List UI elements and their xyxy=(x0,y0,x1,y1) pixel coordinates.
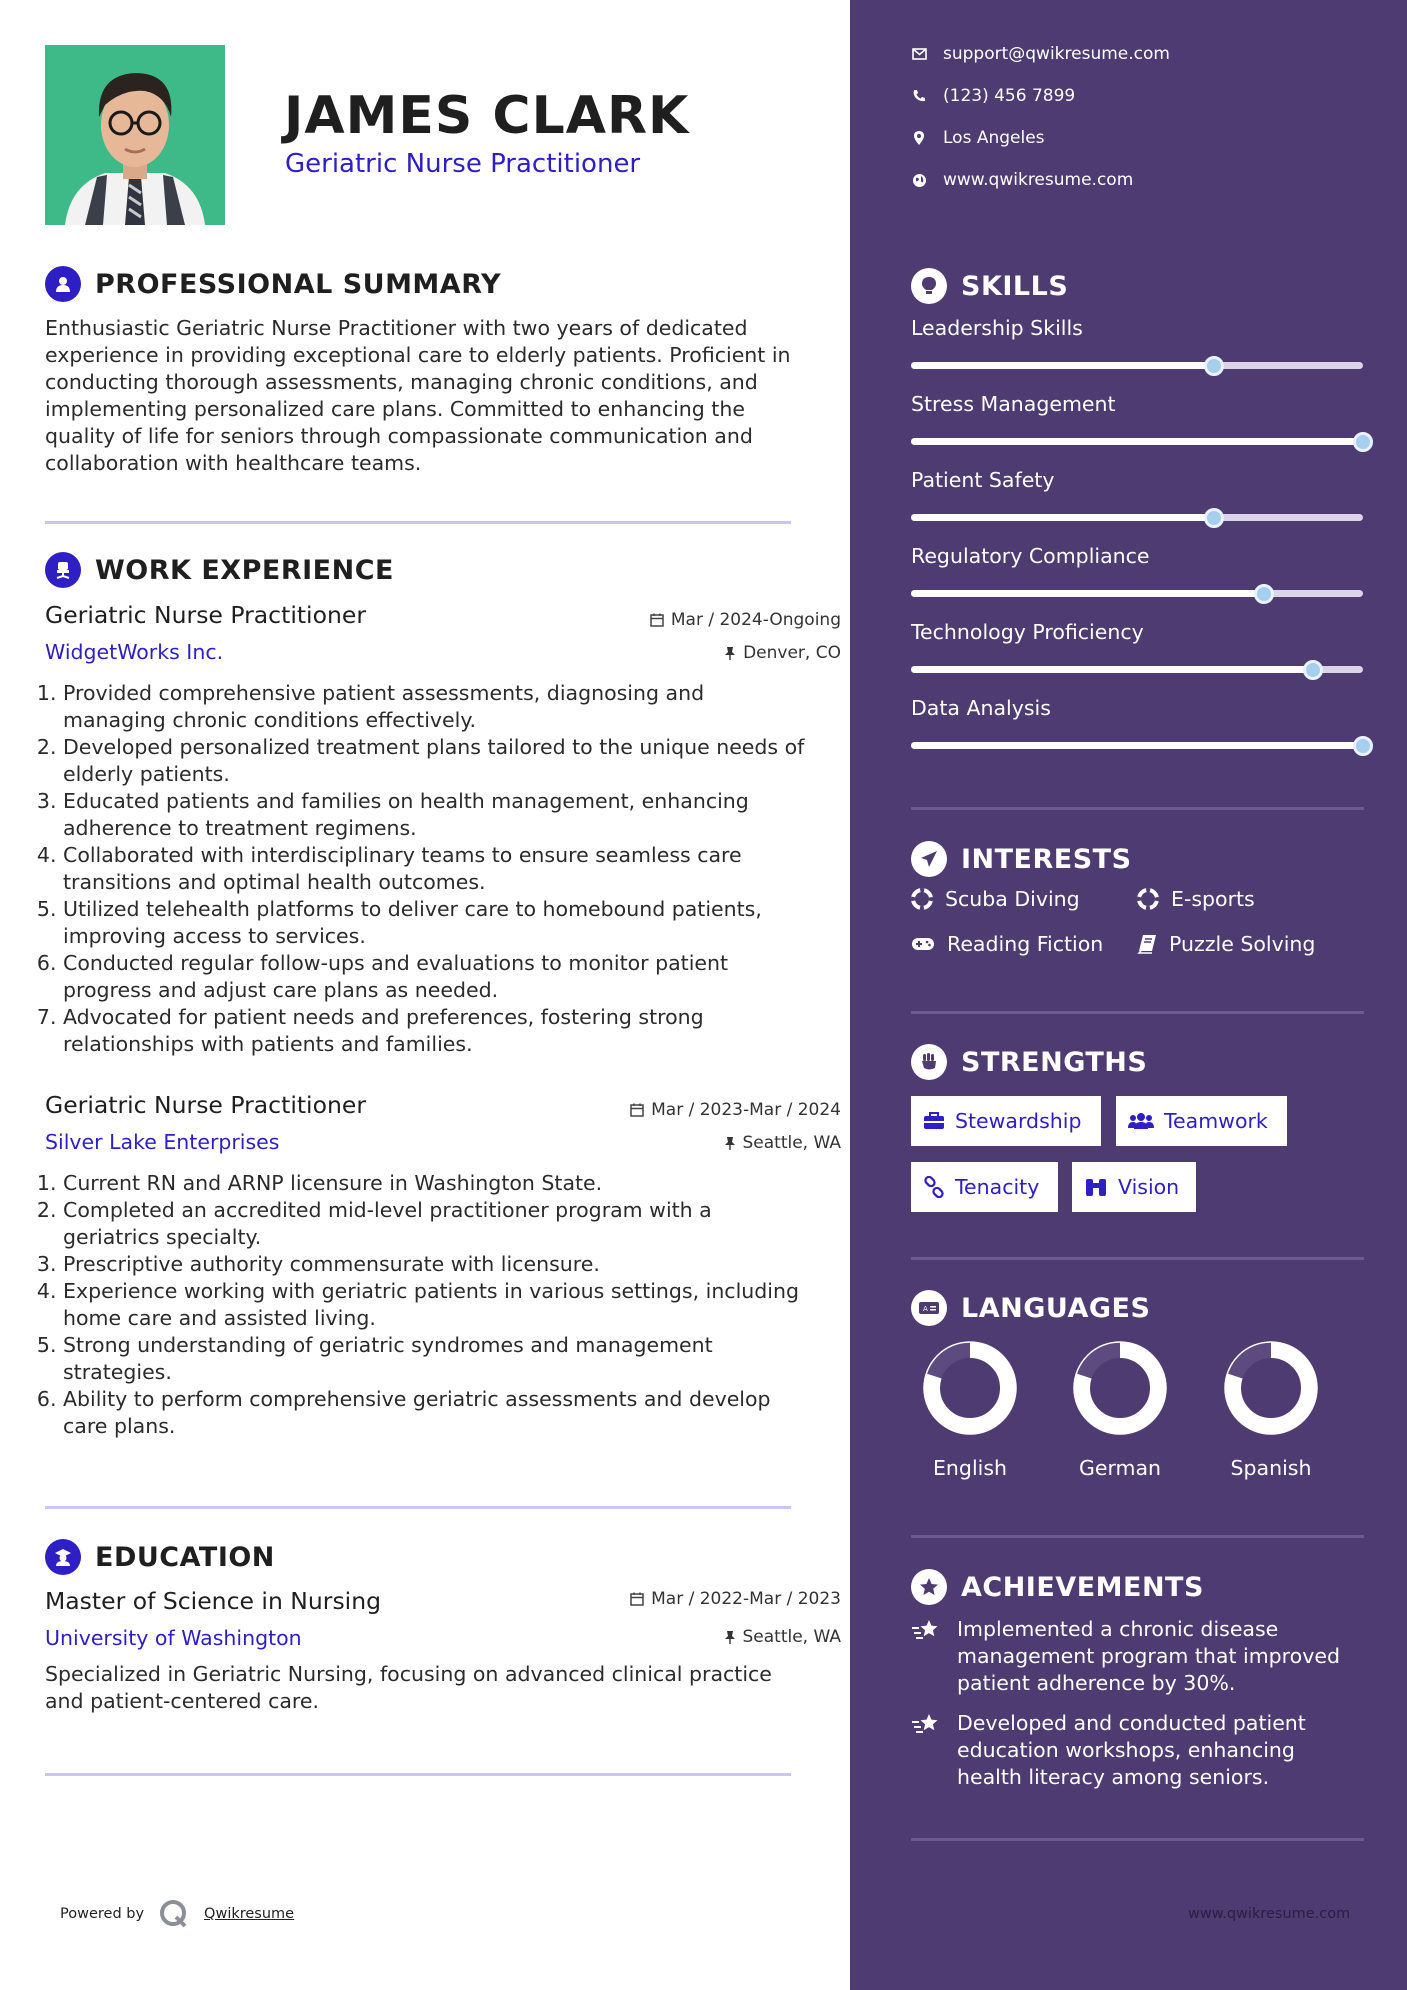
education-heading xyxy=(45,1539,275,1575)
job-location-text: Denver, CO xyxy=(743,643,841,663)
job-date-text: Mar / 2023-Mar / 2024 xyxy=(651,1100,841,1120)
strengths-title: STRENGTHS xyxy=(961,1046,1148,1078)
strength-chip xyxy=(1072,1162,1196,1212)
education-text: Specialized in Geriatric Nursing, focusing on advanced clinical practice and patient-centered care. xyxy=(45,1662,772,1713)
interest-label: E-sports xyxy=(1171,887,1255,911)
interest-label: Scuba Diving xyxy=(945,887,1080,911)
job-date-text: Mar / 2024-Ongoing xyxy=(670,610,841,630)
list-item: 3. Prescriptive authority commensurate with licensure. xyxy=(63,1251,813,1278)
list-item: 3. Educated patients and families on health management, enhancing adherence to treatment regimens. xyxy=(63,788,813,842)
skill-bar xyxy=(911,514,1363,521)
map-pin-icon xyxy=(911,130,927,146)
strength-label: Stewardship xyxy=(955,1109,1082,1133)
degree-title: Master of Science in Nursing xyxy=(45,1587,382,1615)
strength-label: Teamwork xyxy=(1164,1109,1268,1133)
svg-text:A: A xyxy=(923,1305,928,1313)
skills-title: SKILLS xyxy=(961,270,1069,302)
language-label: German xyxy=(1078,1456,1162,1480)
section-divider xyxy=(45,1506,791,1509)
achievements-heading xyxy=(911,1569,1204,1605)
skill-label: Patient Safety xyxy=(911,468,1055,492)
calendar-icon xyxy=(650,613,664,627)
language-donut xyxy=(1072,1340,1168,1436)
contact-website[interactable] xyxy=(911,170,1133,190)
contact-email[interactable] xyxy=(911,44,1170,64)
language-donut xyxy=(1223,1340,1319,1436)
strength-chip xyxy=(911,1096,1101,1146)
section-divider xyxy=(911,1257,1364,1260)
work-title: WORK EXPERIENCE xyxy=(95,554,394,586)
work-heading xyxy=(45,552,394,588)
contact-email-text: support@qwikresume.com xyxy=(943,44,1170,64)
achievements-title: ACHIEVEMENTS xyxy=(961,1571,1204,1603)
list-item: 6. Ability to perform comprehensive geriatric assessments and develop care plans. xyxy=(63,1386,813,1440)
list-item: 7. Advocated for patient needs and preferences, fostering strong relationships with patients and families. xyxy=(63,1004,813,1058)
interest-item xyxy=(911,887,1080,911)
contact-location xyxy=(911,128,1045,148)
globe-icon xyxy=(911,172,927,188)
powered-by xyxy=(60,1898,294,1930)
binoculars-icon xyxy=(1084,1177,1108,1197)
candidate-role: Geriatric Nurse Practitioner xyxy=(285,149,641,179)
section-divider xyxy=(911,807,1364,810)
job-duties-list xyxy=(45,680,813,1058)
education-location-text: Seattle, WA xyxy=(742,1627,841,1647)
skill-level-knob xyxy=(1353,432,1373,452)
skills-heading xyxy=(911,268,1068,304)
calendar-icon xyxy=(630,1592,644,1606)
phone-icon xyxy=(911,88,927,104)
education-date-text: Mar / 2022-Mar / 2023 xyxy=(651,1589,841,1609)
fist-icon xyxy=(911,1044,947,1080)
achievement-item xyxy=(911,1710,1361,1791)
job-title: Geriatric Nurse Practitioner xyxy=(45,1091,366,1119)
strength-chip xyxy=(911,1162,1058,1212)
language-donut xyxy=(922,1340,1018,1436)
achievement-item xyxy=(911,1616,1361,1697)
skill-bar xyxy=(911,742,1363,749)
skill-level-knob xyxy=(1204,508,1224,528)
skill-label: Technology Proficiency xyxy=(911,620,1144,644)
language-label: Spanish xyxy=(1230,1456,1312,1480)
strength-label: Tenacity xyxy=(955,1175,1040,1199)
section-divider xyxy=(45,521,791,524)
pushpin-icon xyxy=(724,1136,736,1151)
job-location xyxy=(724,643,841,663)
section-divider xyxy=(911,1011,1364,1014)
list-item: 5. Utilized telehealth platforms to deliver care to homebound patients, improving access to services. xyxy=(63,896,813,950)
section-divider xyxy=(911,1535,1364,1538)
interest-label: Puzzle Solving xyxy=(1169,932,1316,956)
language-item xyxy=(910,1340,1030,1480)
language-item xyxy=(1060,1340,1180,1480)
shooting-star-icon xyxy=(911,1616,943,1697)
summary-heading xyxy=(45,266,501,302)
office-chair-icon xyxy=(45,552,81,588)
language-label: English xyxy=(932,1456,1008,1480)
job-title: Geriatric Nurse Practitioner xyxy=(45,601,366,629)
list-item: 1. Provided comprehensive patient assessments, diagnosing and managing chronic conditions effectively. xyxy=(63,680,813,734)
powered-by-label: Powered by xyxy=(60,1906,145,1922)
skill-bar-fill xyxy=(911,514,1214,521)
list-item: 4. Collaborated with interdisciplinary teams to ensure seamless care transitions and optimal health outcomes. xyxy=(63,842,813,896)
interest-item xyxy=(1137,887,1255,911)
interest-item xyxy=(1137,932,1315,956)
pushpin-icon xyxy=(724,1630,736,1645)
company-name: Silver Lake Enterprises xyxy=(45,1130,280,1154)
contact-website-text: www.qwikresume.com xyxy=(943,170,1134,190)
skill-label: Regulatory Compliance xyxy=(911,544,1150,568)
language-icon xyxy=(911,1290,947,1326)
calendar-icon xyxy=(630,1103,644,1117)
education-date xyxy=(630,1589,841,1609)
skill-bar xyxy=(911,590,1363,597)
language-item xyxy=(1211,1340,1331,1480)
interest-item xyxy=(911,932,1103,956)
list-item: 4. Experience working with geriatric patients in various settings, including home care and assisted living. xyxy=(63,1278,813,1332)
list-item: 1. Current RN and ARNP licensure in Washington State. xyxy=(63,1170,813,1197)
job-location-text: Seattle, WA xyxy=(742,1133,841,1153)
star-badge-icon xyxy=(911,1569,947,1605)
skill-label: Stress Management xyxy=(911,392,1116,416)
envelope-icon xyxy=(911,46,927,62)
profile-photo xyxy=(45,45,225,225)
qwikresume-logo-icon xyxy=(158,1898,190,1930)
skill-bar-fill xyxy=(911,742,1363,749)
skill-bar-fill xyxy=(911,666,1313,673)
contact-phone-text: (123) 456 7899 xyxy=(943,86,1076,106)
user-icon xyxy=(45,266,81,302)
pushpin-icon xyxy=(724,646,736,661)
strength-chip xyxy=(1116,1096,1287,1146)
lifebuoy-icon xyxy=(911,888,933,910)
strengths-heading xyxy=(911,1044,1147,1080)
users-icon xyxy=(1128,1112,1154,1130)
book-icon xyxy=(1137,934,1157,954)
skill-bar xyxy=(911,362,1363,369)
skill-bar-fill xyxy=(911,590,1264,597)
paper-plane-icon xyxy=(911,841,947,877)
candidate-name: JAMES CLARK xyxy=(284,86,690,146)
footer-website[interactable]: www.qwikresume.com xyxy=(1188,1906,1351,1922)
lifebuoy-icon xyxy=(1137,888,1159,910)
graduate-icon xyxy=(45,1539,81,1575)
contact-phone[interactable] xyxy=(911,86,1075,106)
skill-bar xyxy=(911,438,1363,445)
briefcase-icon xyxy=(923,1112,945,1130)
skill-level-knob xyxy=(1254,584,1274,604)
skill-level-knob xyxy=(1204,356,1224,376)
job-date xyxy=(650,610,841,630)
skill-level-knob xyxy=(1353,736,1373,756)
lightbulb-icon xyxy=(911,268,947,304)
summary-text: Enthusiastic Geriatric Nurse Practitioner with two years of dedicated experience in providing exceptional care to elderly patients. Proficient in conducting thorough assessments, managing chronic conditions, and implementing personalized care plans. Committed to enhancing the quality of life for seniors through compassionate communication and collaboration with healthcare teams. xyxy=(45,316,791,475)
summary-title: PROFESSIONAL SUMMARY xyxy=(95,268,502,300)
section-divider xyxy=(911,1838,1364,1841)
qwikresume-link[interactable]: Qwikresume xyxy=(204,1906,295,1922)
interests-title: INTERESTS xyxy=(961,843,1132,875)
job-duties-list xyxy=(45,1170,813,1440)
education-location xyxy=(724,1627,842,1647)
skill-label: Leadership Skills xyxy=(911,316,1083,340)
strength-label: Vision xyxy=(1118,1175,1180,1199)
skill-label: Data Analysis xyxy=(911,696,1051,720)
interest-label: Reading Fiction xyxy=(947,932,1104,956)
gamepad-icon xyxy=(911,936,935,952)
list-item: 6. Conducted regular follow-ups and evaluations to monitor patient progress and adjust care plans as needed. xyxy=(63,950,813,1004)
achievement-text: Developed and conducted patient education workshops, enhancing health literacy among seniors. xyxy=(957,1711,1306,1789)
shooting-star-icon xyxy=(911,1710,943,1791)
list-item: 2. Developed personalized treatment plans tailored to the unique needs of elderly patients. xyxy=(63,734,813,788)
job-location xyxy=(724,1133,842,1153)
school-name: University of Washington xyxy=(45,1626,302,1650)
achievement-text: Implemented a chronic disease management program that improved patient adherence by 30%. xyxy=(957,1617,1340,1695)
list-item: 2. Completed an accredited mid-level practitioner program with a geriatrics specialty. xyxy=(63,1197,813,1251)
languages-title: LANGUAGES xyxy=(961,1292,1151,1324)
skill-bar xyxy=(911,666,1363,673)
skill-bar-fill xyxy=(911,438,1363,445)
job-date xyxy=(630,1100,841,1120)
company-name: WidgetWorks Inc. xyxy=(45,640,224,664)
list-item: 5. Strong understanding of geriatric syndromes and management strategies. xyxy=(63,1332,813,1386)
contact-location-text: Los Angeles xyxy=(943,128,1045,148)
link-icon xyxy=(923,1176,945,1198)
languages-heading xyxy=(911,1290,1150,1326)
interests-heading xyxy=(911,841,1132,877)
skill-bar-fill xyxy=(911,362,1214,369)
section-divider xyxy=(45,1773,791,1776)
education-title: EDUCATION xyxy=(95,1541,275,1573)
